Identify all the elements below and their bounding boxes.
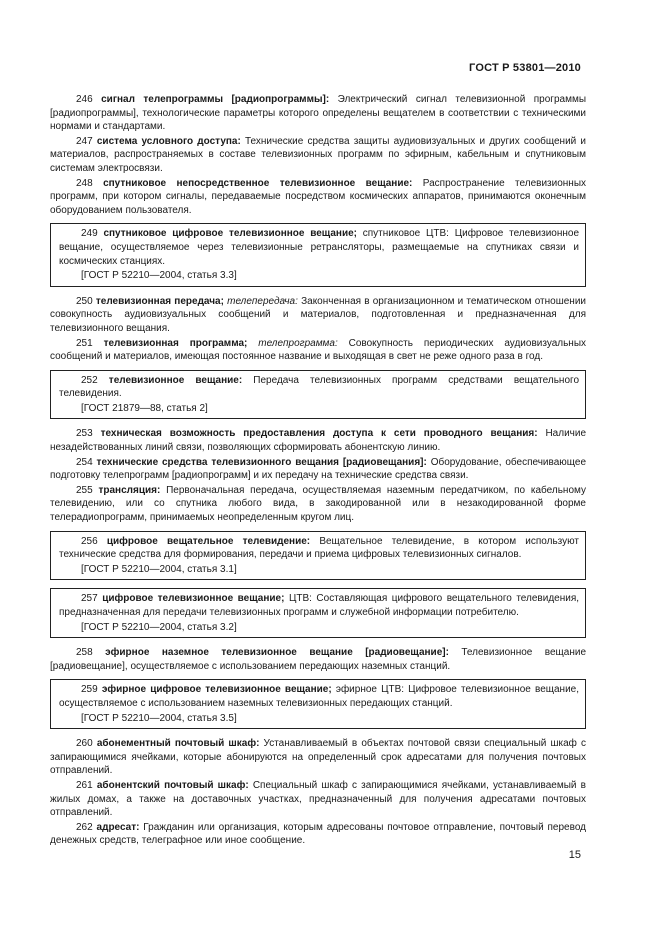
cited-term-box <box>50 679 586 729</box>
entry-number: 261 <box>76 779 93 791</box>
entry-number: 249 <box>81 228 98 240</box>
term-name: телевизионная программа; <box>103 337 248 349</box>
term-name: абонементный почтовый шкаф: <box>96 738 260 750</box>
term-definition: Совокупность периодических аудиовизуальных сообщений и материалов, имеющая постоянное название и выходящая в свет не реже одного раза в год. <box>50 337 587 363</box>
term-definition: Распространение телевизионных программ, при котором сигналы, передаваемые посредством космических аппаратов, принимаются оконечным оборудованием пользователя. <box>50 177 587 216</box>
standard-number: ГОСТ Р 53801—2010 <box>469 62 581 74</box>
term-definition: Наличие незадействованных линий связи, позволяющих сформировать абонентскую линию. <box>50 428 587 454</box>
entry-number: 248 <box>76 177 93 189</box>
source-reference: [ГОСТ Р 52210—2004, статья 3.5] <box>81 712 237 724</box>
term-definition: Первоначальная передача, осуществляемая наземным передатчиком, по кабельному телевидению, или со спутника любого вида, в закодированной или в незакодированной форме телерадиопрограмм, принимаемых неопределенным кругом лиц. <box>50 484 586 524</box>
term-name: адресат: <box>96 821 140 833</box>
term-definition: Законченная в организационном и тематическом отношении совокупность аудиовизуальных сообщений и материалов, подготовленная и предназначенная для телевизионного вещания. <box>50 295 586 334</box>
term-entry <box>50 646 586 673</box>
term-synonym: телепередача: <box>227 295 298 307</box>
term-entry <box>59 227 579 268</box>
entry-number: 247 <box>76 135 93 147</box>
term-name: система условного доступа: <box>96 135 241 147</box>
term-entry <box>59 592 579 619</box>
entry-number: 254 <box>76 456 93 468</box>
term-definition: ЦТВ: Составляющая цифрового вещательного телевидения, предназначенная для передачи телевизионных программ и служебной информации потребителю. <box>59 593 580 618</box>
entry-number: 260 <box>76 738 93 750</box>
term-entry <box>50 295 586 336</box>
term-entry <box>59 535 579 562</box>
term-name: цифровое телевизионное вещание; <box>102 593 285 605</box>
term-entry <box>50 456 586 483</box>
entry-number: 256 <box>81 535 98 547</box>
term-entry <box>50 135 586 176</box>
cited-term-box <box>50 370 586 420</box>
term-entry <box>50 427 586 454</box>
cited-term-box <box>50 223 586 286</box>
term-entry <box>50 779 586 820</box>
term-entry <box>50 484 586 525</box>
entry-number: 255 <box>76 484 93 496</box>
term-name: сигнал телепрограммы [радиопрограммы]: <box>101 94 330 105</box>
document-body <box>50 93 586 849</box>
term-definition: спутниковое ЦТВ: Цифровое телевизионное вещание, осуществляемое через телевизионные ретрансляторы, размещаемые на спутниках связи и космических станциях. <box>59 228 580 267</box>
term-definition: Гражданин или организация, которым адресованы почтовое отправление, почтовый перевод денежных средств, телеграфное или иное сообщение. <box>50 821 586 847</box>
term-name: абонентский почтовый шкаф: <box>96 779 249 791</box>
page-number: 15 <box>568 849 581 861</box>
term-entry <box>50 337 586 364</box>
source-reference: [ГОСТ 21879—88, статья 2] <box>81 402 208 414</box>
term-entry <box>50 177 586 218</box>
cited-term-box <box>50 588 586 638</box>
entry-number: 250 <box>76 295 93 307</box>
term-entry <box>50 821 586 848</box>
entry-number: 251 <box>76 337 93 349</box>
entry-number: 257 <box>81 593 98 605</box>
term-name: технические средства телевизионного вещания [радиовещания]: <box>96 456 427 468</box>
term-entry <box>50 93 586 134</box>
term-definition: Технические средства защиты аудиовизуальных и других сообщений и материалов, распространяемых в составе телевизионных программ по эфирным, кабельным и спутниковым системам электросвязи. <box>50 135 587 174</box>
term-definition: Устанавливаемый в объектах почтовой связи специальный шкаф с запирающимися ячейками, которые абонируются на определенный срок адресатами для получения почтовых отправлений. <box>50 738 586 777</box>
term-name: эфирное цифровое телевизионное вещание; <box>101 684 332 696</box>
term-definition: Специальный шкаф с запирающимися ячейками, устанавливаемый в жилых домах, а также на доставочных участках, предназначенный для получения адресатами почтовых отправлений. <box>50 779 586 819</box>
source-reference: [ГОСТ Р 52210—2004, статья 3.1] <box>81 563 237 575</box>
term-name: цифровое вещательное телевидение: <box>106 535 311 547</box>
term-definition: Передача телевизионных программ средствами вещательного телевидения. <box>59 374 579 400</box>
term-name: трансляция: <box>98 484 161 496</box>
term-name: телевизионная передача; <box>95 295 224 307</box>
cited-term-box <box>50 531 586 581</box>
term-entry <box>59 683 579 710</box>
term-name: техническая возможность предоставления доступа к сети проводного вещания: <box>100 428 538 440</box>
term-name: спутниковое непосредственное телевизионное вещание: <box>103 177 413 189</box>
entry-number: 258 <box>76 647 93 659</box>
entry-number: 246 <box>76 94 93 105</box>
entry-number: 259 <box>81 684 98 696</box>
term-definition: Оборудование, обеспечивающее подготовку телепрограмм [радиопрограмм] и их передачу на технические средства связи. <box>50 456 587 482</box>
source-reference: [ГОСТ Р 52210—2004, статья 3.3] <box>81 270 237 282</box>
entry-number: 262 <box>76 821 93 833</box>
term-name: телевизионное вещание: <box>108 374 243 386</box>
term-definition: эфирное ЦТВ: Цифровое телевизионное вещание, осуществляемое с использованием наземных телевизионных передающих станций. <box>59 684 579 709</box>
entry-number: 252 <box>81 374 98 386</box>
term-synonym: телепрограмма: <box>258 337 338 349</box>
term-name: спутниковое цифровое телевизионное вещание; <box>103 228 357 240</box>
source-reference: [ГОСТ Р 52210—2004, статья 3.2] <box>81 621 237 633</box>
term-definition: Телевизионное вещание [радиовещание], осуществляемое с использованием передающих наземных станций. <box>50 647 587 672</box>
term-entry <box>50 737 586 778</box>
term-definition: Вещательное телевидение, в котором используют технические средства для формирования, передачи и приема цифровых телевизионных сигналов. <box>59 535 580 561</box>
term-name: эфирное наземное телевизионное вещание [радиовещание]: <box>105 647 449 659</box>
term-entry <box>59 374 579 401</box>
entry-number: 253 <box>76 428 93 440</box>
term-definition: Электрический сигнал телевизионной программы [радиопрограммы], технологические параметры которого определены вещателем в соответствии с техническими нормами и стандартами. <box>50 94 587 133</box>
